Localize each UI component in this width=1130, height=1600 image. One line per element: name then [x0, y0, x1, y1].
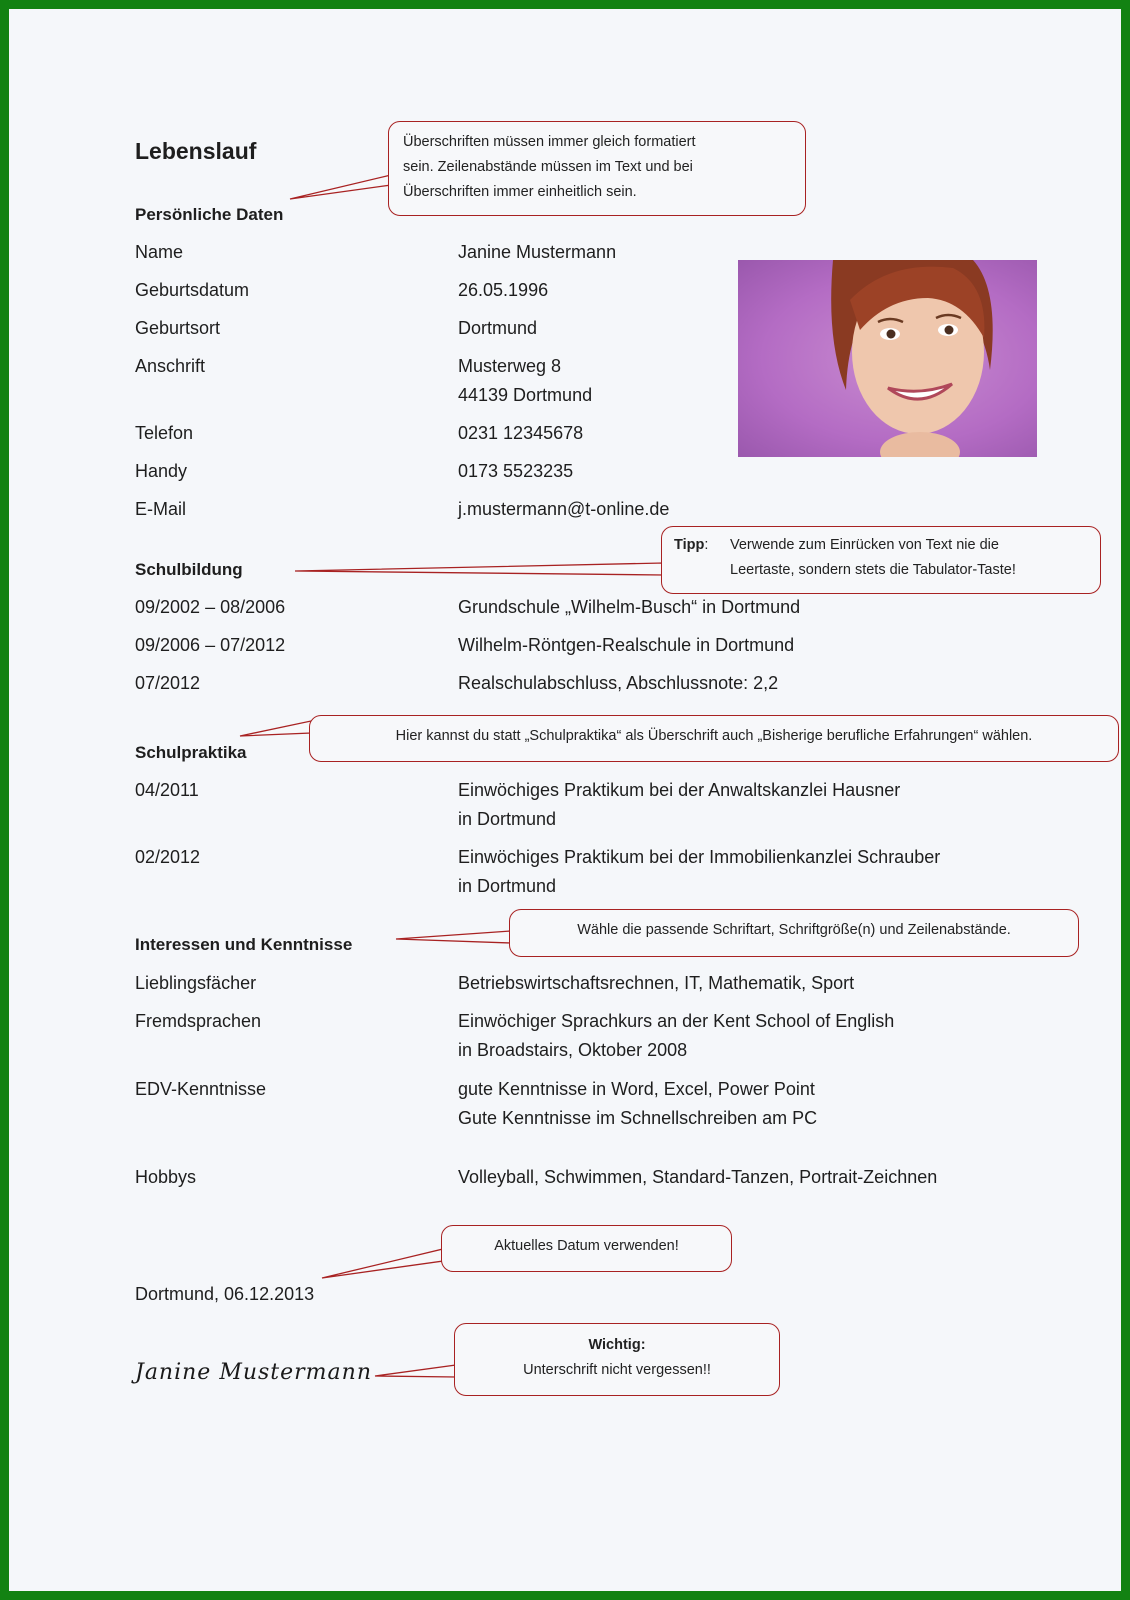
- row-value-school-2: Wilhelm-Röntgen-Realschule in Dortmund: [458, 635, 795, 655]
- callout-headings: [388, 121, 806, 216]
- row-value-phone: 0231 12345678: [458, 423, 584, 443]
- row-value-hobbies: Volleyball, Schwimmen, Standard-Tanzen, Portrait-Zeichnen: [458, 1167, 938, 1187]
- row-label-it-skills: EDV-Kenntnisse: [135, 1079, 267, 1099]
- row-label-internship-2: 02/2012: [135, 847, 201, 867]
- row-label-email: E-Mail: [135, 499, 187, 519]
- row-value-address-street: Musterweg 8: [458, 356, 562, 376]
- place-date: Dortmund, 06.12.2013: [135, 1284, 315, 1304]
- callout-headings-line1: Überschriften müssen immer gleich formatiert: [403, 134, 696, 150]
- callout-tip-label-wrap: [674, 533, 730, 558]
- callout-praktika: [309, 715, 1119, 762]
- row-value-school-1: Grundschule „Wilhelm-Busch“ in Dortmund: [458, 597, 801, 617]
- row-value-internship-2-line2: in Dortmund: [458, 876, 557, 896]
- row-label-name: Name: [135, 242, 184, 262]
- callout-date: [441, 1225, 732, 1272]
- page-title: Lebenslauf: [135, 138, 257, 164]
- callout-tip: [661, 526, 1101, 594]
- row-label-address: Anschrift: [135, 356, 206, 376]
- row-value-birthdate: 26.05.1996: [458, 280, 549, 300]
- row-value-languages: Einwöchiger Sprachkurs an der Kent School of English: [458, 1011, 895, 1031]
- row-label-school-1: 09/2002 – 08/2006: [135, 597, 286, 617]
- callout-tip-row1: [674, 533, 1088, 558]
- callout-date-text: Aktuelles Datum verwenden!: [494, 1238, 679, 1254]
- row-value-address-city: 44139 Dortmund: [458, 385, 593, 405]
- callout-headings-line3: Überschriften immer einheitlich sein.: [403, 184, 637, 200]
- row-label-birthdate: Geburtsdatum: [135, 280, 250, 300]
- callout-tip-colon: :: [704, 537, 709, 553]
- callout-signature: [454, 1323, 780, 1396]
- signature: Janine Mustermann: [135, 1360, 372, 1385]
- row-value-internship-1: Einwöchiges Praktikum bei der Anwaltskanzlei Hausner: [458, 780, 901, 800]
- row-label-phone: Telefon: [135, 423, 194, 443]
- portrait-illustration: [738, 260, 1037, 457]
- callout-praktika-text: Hier kannst du statt „Schulpraktika“ als Überschrift auch „Bisherige berufliche Erfahrungen“ wählen.: [395, 728, 1033, 744]
- section-heading-school: Schulbildung: [135, 560, 243, 579]
- row-label-hobbies: Hobbys: [135, 1167, 197, 1187]
- row-label-school-3: 07/2012: [135, 673, 201, 693]
- callout-tip-label: Tipp: [674, 537, 705, 553]
- row-value-languages-line2: in Broadstairs, Oktober 2008: [458, 1040, 688, 1060]
- row-label-favorite-subjects: Lieblingsfächer: [135, 973, 257, 993]
- row-value-school-3: Realschulabschluss, Abschlussnote: 2,2: [458, 673, 779, 693]
- row-value-mobile: 0173 5523235: [458, 461, 574, 481]
- callout-tip-line2: Leertaste, sondern stets die Tabulator-Taste!: [730, 562, 1016, 578]
- callout-font-text: Wähle die passende Schriftart, Schriftgröße(n) und Zeilenabstände.: [577, 922, 1011, 938]
- row-value-it-skills-line2: Gute Kenntnisse im Schnellschreiben am PC: [458, 1108, 818, 1128]
- callout-headings-line2: sein. Zeilenabstände müssen im Text und bei: [403, 159, 693, 175]
- callout-font: [509, 909, 1079, 957]
- section-heading-personal: Persönliche Daten: [135, 205, 284, 224]
- row-value-email: j.mustermann@t-online.de: [458, 499, 670, 519]
- row-label-languages: Fremdsprachen: [135, 1011, 262, 1031]
- row-value-birthplace: Dortmund: [458, 318, 538, 338]
- row-label-internship-1: 04/2011: [135, 780, 199, 800]
- callout-tip-line1: Verwende zum Einrücken von Text nie die: [730, 537, 999, 553]
- row-value-favorite-subjects: Betriebswirtschaftsrechnen, IT, Mathematik, Sport: [458, 973, 855, 993]
- row-value-it-skills: gute Kenntnisse in Word, Excel, Power Point: [458, 1079, 815, 1099]
- row-value-internship-2: Einwöchiges Praktikum bei der Immobilienkanzlei Schrauber: [458, 847, 941, 867]
- row-label-birthplace: Geburtsort: [135, 318, 221, 338]
- row-value-name: Janine Mustermann: [458, 242, 617, 262]
- profile-photo: [738, 260, 1037, 457]
- section-heading-internships: Schulpraktika: [135, 743, 247, 762]
- section-heading-interests: Interessen und Kenntnisse: [135, 935, 353, 954]
- callout-signature-text: Unterschrift nicht vergessen!!: [523, 1362, 711, 1378]
- row-label-mobile: Handy: [135, 461, 188, 481]
- callout-signature-title: Wichtig:: [588, 1337, 646, 1353]
- row-value-internship-1-line2: in Dortmund: [458, 809, 557, 829]
- row-label-school-2: 09/2006 – 07/2012: [135, 635, 286, 655]
